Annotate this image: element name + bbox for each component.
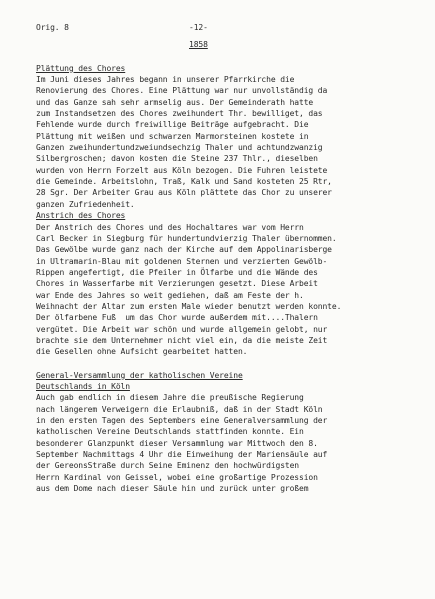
text-line: September Nachmittags 4 Uhr die Einweihung der Mariensäule auf	[36, 450, 328, 460]
text-line: in Ultramarin-Blau mit goldenen Sternen und verzierten Gewölb-	[36, 256, 328, 266]
text-line: 28 Sgr. Der Arbeiter Grau aus Köln plättete das Chor zu unserer	[36, 188, 332, 198]
text-line: katholischen Vereine Deutschlands stattfinden konnte. Ein	[36, 427, 304, 437]
section-heading: Anstrich des Chores	[36, 211, 126, 221]
text-line: Herrn Kardinal von Geissel, wobei eine großartige Prozession	[36, 472, 318, 482]
text-line: Weihnacht der Altar zum ersten Male wieder benutzt werden konnte.	[36, 301, 342, 311]
text-line: Fehlende wurde durch freiwillige Beiträge aufgebracht. Die	[36, 120, 309, 130]
text-line: ganzen Zufriedenheit.	[36, 199, 135, 209]
section-heading-continued: Deutschlands in Köln	[36, 381, 130, 391]
section-generalversammlung	[36, 370, 411, 495]
original-reference: Orig. 8	[36, 23, 69, 32]
text-line: der GereonsStraße durch Seine Eminenz den hochwürdigsten	[36, 461, 299, 471]
text-line: vergütet. Die Arbeit war schön und wurde allgemein gelobt, nur	[36, 324, 328, 334]
text-line: brachte sie dem Unternehmer nicht viel ein, da die meiste Zeit	[36, 335, 328, 345]
text-line: Auch gab endlich in diesem Jahre die preußische Regierung	[36, 393, 304, 403]
section-anstrich	[36, 210, 411, 357]
text-line: Carl Becker in Siegburg für hundertundvierzig Thaler übernommen.	[36, 233, 337, 243]
section-heading: General-Versammlung der katholischen Vereine	[36, 370, 243, 380]
text-line: Im Juni dieses Jahres begann in unserer Pfarrkirche die	[36, 75, 295, 85]
text-line: aus dem Dome nach dieser Säule hin und zurück unter großem	[36, 484, 309, 494]
text-line: die Gemeinde. Arbeitslohn, Traß, Kalk und Sand kosteten 25 Rtr,	[36, 177, 332, 187]
text-line: besonderer Glanzpunkt dieser Versammlung war Mittwoch den 8.	[36, 438, 318, 448]
text-line: Plättung mit weißen und schwarzen Marmorsteinen kostete in	[36, 131, 309, 141]
section-heading: Plättung des Chores	[36, 63, 126, 73]
text-line: Ganzen zweihundertundzweiundsechzig Thaler und achtundzwanzig	[36, 143, 323, 153]
page-number: -12-	[189, 23, 208, 32]
year-heading: 1858	[189, 40, 208, 50]
text-line: die Gesellen ohne Aufsicht gearbeitet hatten.	[36, 347, 248, 357]
text-line: nach längerem Verweigern die Erlaubniß, daß in der Stadt Köln	[36, 404, 323, 414]
text-line: und das Ganze sah sehr armselig aus. Der Gemeinderath hatte	[36, 97, 314, 107]
text-line: Silbergroschen; davon kosten die Steine 237 Thlr., dieselben	[36, 154, 318, 164]
page-header	[36, 22, 411, 33]
section-plaettung	[36, 63, 411, 210]
text-line: Chores in Wasserfarbe mit Verzierungen gesetzt. Diese Arbeit	[36, 279, 318, 289]
text-line: Der ölfarbene Fuß um das Chor wurde außerdem mit....Thalern	[36, 313, 318, 323]
text-line: zum Instandsetzen des Chores zweihundert Thr. bewilliget, das	[36, 109, 323, 119]
text-line: Rippen angefertigt, die Pfeiler in Ölfarbe und die Wände des	[36, 267, 318, 277]
text-line: wurden von Herrn Forzelt aus Köln bezogen. Die Fuhren leistete	[36, 165, 328, 175]
text-line: Das Gewölbe wurde ganz nach der Kirche auf dem Appolinarisberge	[36, 245, 332, 255]
text-line: in den ersten Tagen des Septembers eine Generalversammlung der	[36, 416, 328, 425]
text-line: Der Anstrich des Chores und des Hochaltares war vom Herrn	[36, 222, 304, 232]
text-line: Renovierung des Chores. Eine Plättung war nur unvollständig da	[36, 86, 328, 96]
text-line: war Ende des Jahres so weit gediehen, daß am Feste der h.	[36, 290, 304, 300]
year-row	[36, 39, 411, 50]
